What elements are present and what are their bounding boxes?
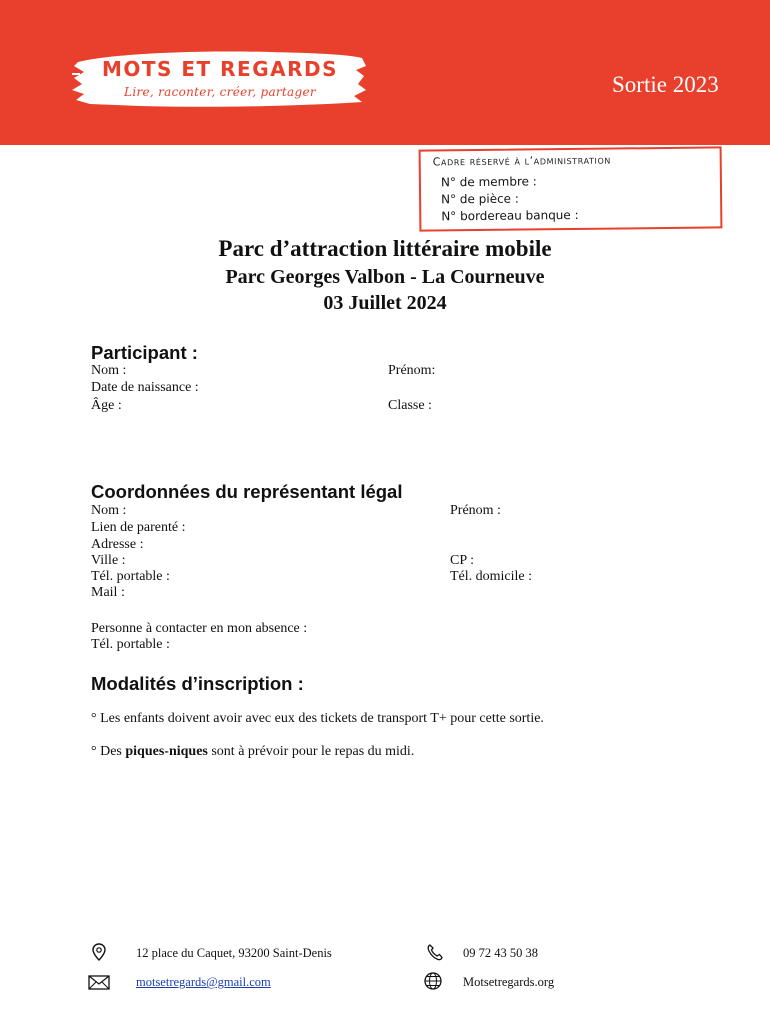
event-location: Parc Georges Valbon - La Courneuve <box>225 266 545 288</box>
admin-reserved-box <box>419 146 723 231</box>
logo-tagline: Lire, raconter, créer, partager <box>124 85 316 99</box>
participant-nom-label: Nom : <box>91 363 127 378</box>
representant-ville-label: Ville : <box>91 553 126 568</box>
footer-phone: 09 72 43 50 38 <box>463 946 538 960</box>
event-title: Parc d’attraction littéraire mobile <box>218 236 552 261</box>
globe-icon <box>423 971 443 991</box>
location-pin-icon <box>89 942 109 962</box>
header-banner <box>0 0 770 145</box>
admin-bank-slip-number: N° bordereau banque : <box>441 207 579 224</box>
participant-prenom-label: Prénom: <box>388 363 436 378</box>
admin-piece-number: N° de pièce : <box>441 191 519 207</box>
picnic-text-bold: piques-niques <box>125 744 208 759</box>
picnic-text-after: sont à prévoir pour le repas du midi. <box>207 744 415 759</box>
participant-heading: Participant : <box>91 342 198 363</box>
footer-website[interactable]: Motsetregards.org <box>463 975 555 989</box>
participant-age-label: Âge : <box>91 398 122 413</box>
modalites-item-picnic <box>91 744 414 760</box>
contact-absence-label: Personne à contacter en mon absence : <box>91 621 308 636</box>
representant-adresse-label: Adresse : <box>91 537 144 552</box>
representant-heading: Coordonnées du représentant légal <box>91 481 403 502</box>
phone-icon <box>425 942 445 962</box>
picnic-text-before: ° Des <box>91 744 126 759</box>
admin-member-number: N° de membre : <box>440 174 537 190</box>
modalites-item-transport: ° Les enfants doivent avoir avec eux des tickets de transport T+ pour cette sortie. <box>91 711 544 726</box>
event-date: 03 Juillet 2024 <box>323 292 447 314</box>
logo-title: MOTS ET REGARDS <box>101 57 339 81</box>
logo <box>70 44 370 112</box>
representant-nom-label: Nom : <box>91 503 127 518</box>
participant-classe-label: Classe : <box>388 398 432 413</box>
representant-prenom-label: Prénom : <box>450 503 501 518</box>
contact-tel-label: Tél. portable : <box>91 637 170 652</box>
representant-cp-label: CP : <box>450 553 474 568</box>
footer-address: 12 place du Caquet, 93200 Saint-Denis <box>136 946 332 960</box>
footer-email-link[interactable]: motsetregards@gmail.com <box>136 975 271 989</box>
participant-date-naissance-label: Date de naissance : <box>91 380 199 395</box>
representant-mail-label: Mail : <box>91 585 125 600</box>
sortie-label: Sortie 2023 <box>612 72 719 97</box>
admin-box-title: Cadre réservé à l’administration <box>432 153 612 169</box>
representant-tel-portable-label: Tél. portable : <box>91 569 170 584</box>
envelope-icon <box>88 973 108 993</box>
representant-lien-label: Lien de parenté : <box>91 520 186 535</box>
representant-tel-domicile-label: Tél. domicile : <box>450 569 533 584</box>
modalites-heading: Modalités d’inscription : <box>91 673 304 694</box>
